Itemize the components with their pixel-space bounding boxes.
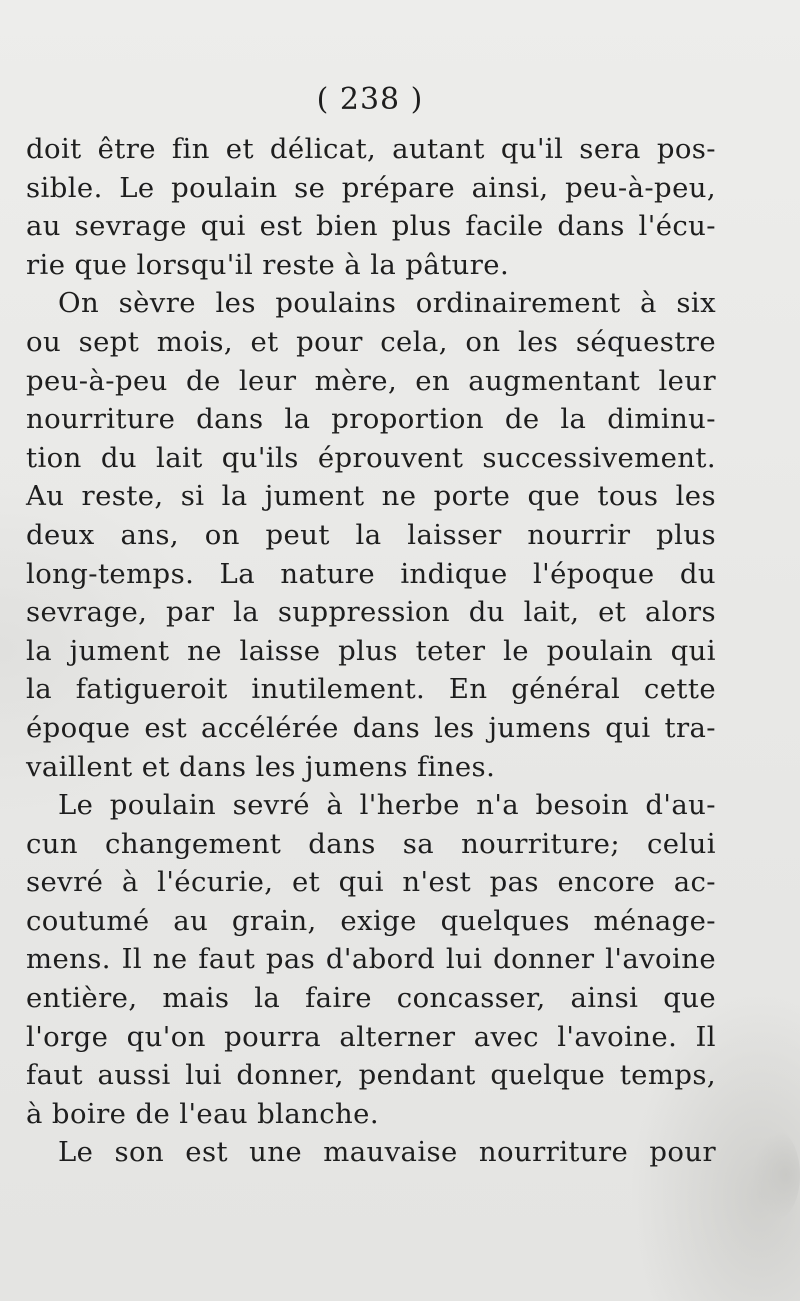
text-line: cun changement dans sa nourriture; celui — [26, 827, 716, 860]
text-line: tion du lait qu'ils éprouvent successivement. — [26, 441, 716, 474]
body-text — [26, 130, 716, 1172]
text-line: époque est accélérée dans les jumens qui tra- — [26, 711, 716, 744]
text-line: ou sept mois, et pour cela, on les séquestre — [26, 325, 716, 358]
page-number: ( 238 ) — [316, 82, 424, 117]
text-line: la jument ne laisse plus teter le poulain qui — [26, 634, 716, 667]
text-line: faut aussi lui donner, pendant quelque temps, — [26, 1059, 716, 1092]
text-line: Le son est une mauvaise nourriture pour — [58, 1136, 716, 1169]
text-line: la fatigueroit inutilement. En général cette — [26, 673, 716, 706]
text-line: Au reste, si la jument ne porte que tous les — [26, 480, 716, 513]
text-line: entière, mais la faire concasser, ainsi que — [26, 982, 716, 1015]
text-line: coutumé au grain, exige quelques ménage- — [26, 904, 716, 937]
text-line: nourriture dans la proportion de la diminu- — [26, 403, 716, 436]
text-line: sible. Le poulain se prépare ainsi, peu-à-peu, — [26, 171, 716, 204]
text-line: à boire de l'eau blanche. — [26, 1097, 379, 1130]
text-line: doit être fin et délicat, autant qu'il sera pos- — [26, 133, 716, 165]
text-line: au sevrage qui est bien plus facile dans l'écu- — [26, 210, 716, 243]
paper-stain — [752, 1130, 800, 1220]
text-line: mens. Il ne faut pas d'abord lui donner l'avoine — [26, 943, 716, 976]
text-line: rie que lorsqu'il reste à la pâture. — [26, 248, 510, 281]
text-line: l'orge qu'on pourra alterner avec l'avoine. Il — [26, 1020, 716, 1053]
text-line: sevré à l'écurie, et qui n'est pas encore ac- — [26, 866, 716, 899]
text-line: sevrage, par la suppression du lait, et alors — [26, 596, 716, 629]
text-line: deux ans, on peut la laisser nourrir plus — [26, 518, 716, 551]
text-line: long-temps. La nature indique l'époque du — [26, 557, 716, 590]
text-line: Le poulain sevré à l'herbe n'a besoin d'au- — [58, 789, 716, 822]
text-line: vaillent et dans les jumens fines. — [26, 750, 496, 783]
text-line: peu-à-peu de leur mère, en augmentant leur — [26, 364, 716, 397]
text-line: On sèvre les poulains ordinairement à six — [58, 287, 716, 320]
